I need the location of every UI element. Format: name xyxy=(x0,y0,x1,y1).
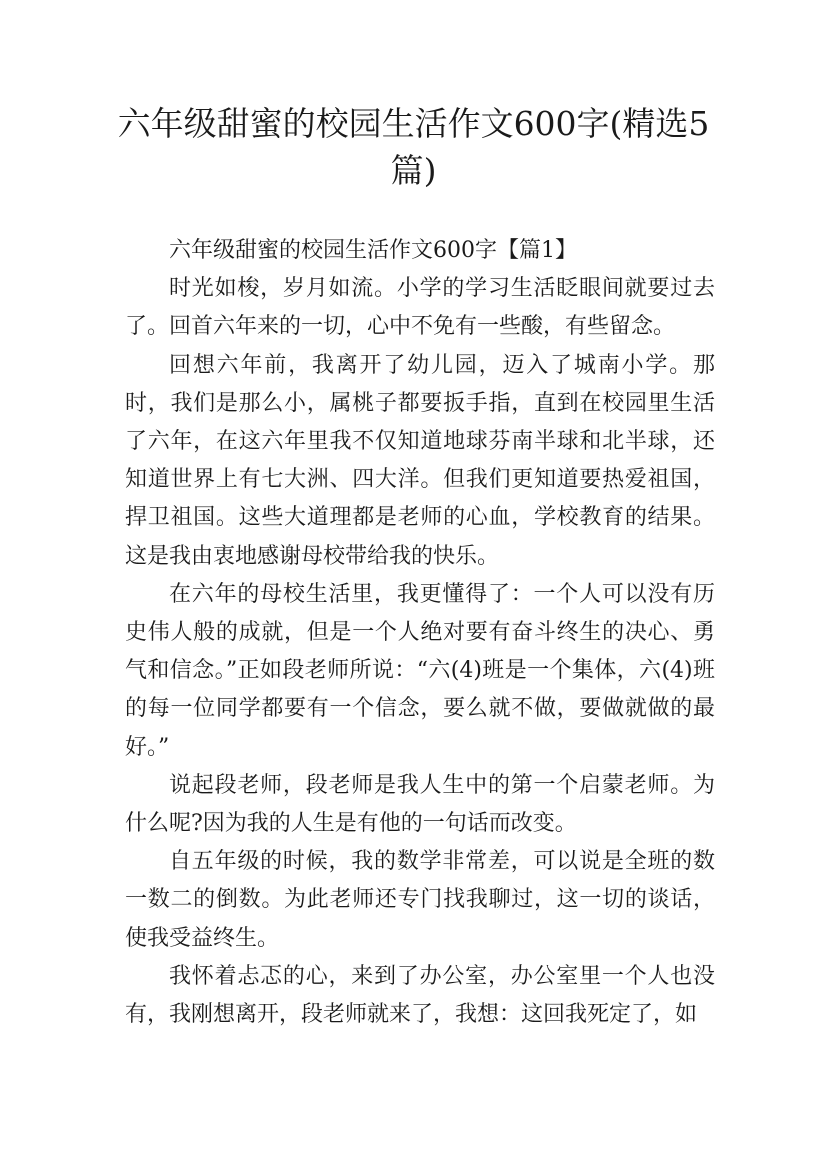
paragraph-4: 说起段老师，段老师是我人生中的第一个启蒙老师。为什么呢?因为我的人生是有他的一句话而改变。 xyxy=(125,772,715,837)
document-body xyxy=(125,232,715,1034)
paragraph-1: 时光如梭，岁月如流。小学的学习生活眨眼间就要过去了。回首六年来的一切，心中不免有一些酸，有些留念。 xyxy=(125,276,715,340)
paragraph-6: 我怀着忐忑的心，来到了办公室，办公室里一个人也没有，我刚想离开，段老师就来了，我想：这回我死定了，如 xyxy=(125,963,715,1028)
paragraph-2: 回想六年前，我离开了幼儿园，迈入了城南小学。那时，我们是那么小，属桃子都要扳手指，直到在校园里生活了六年，在这六年里我不仅知道地球芬南半球和北半球，还知道世界上有七大洲、四大洋。但我们更知道要热爱祖国，捍卫祖国。这些大道理都是老师的心血，学校教育的结果。这是我由衷地感谢母校带给我的快乐。 xyxy=(125,352,715,569)
paragraph-5: 自五年级的时候，我的数学非常差，可以说是全班的数一数二的倒数。为此老师还专门找我聊过，这一切的谈话，使我受益终生。 xyxy=(125,849,715,951)
paragraph-3: 在六年的母校生活里，我更懂得了：一个人可以没有历史伟人般的成就，但是一个人绝对要有奋斗终生的决心、勇气和信念。”正如段老师所说：“六(4)班是一个集体，六(4)班的每一位同学都要有一个信念，要么就不做，要做就做的最好。” xyxy=(125,581,715,760)
section-heading: 六年级甜蜜的校园生活作文600字【篇1】 xyxy=(169,238,577,263)
document-title: 六年级甜蜜的校园生活作文600字(精选5篇) xyxy=(117,104,710,190)
